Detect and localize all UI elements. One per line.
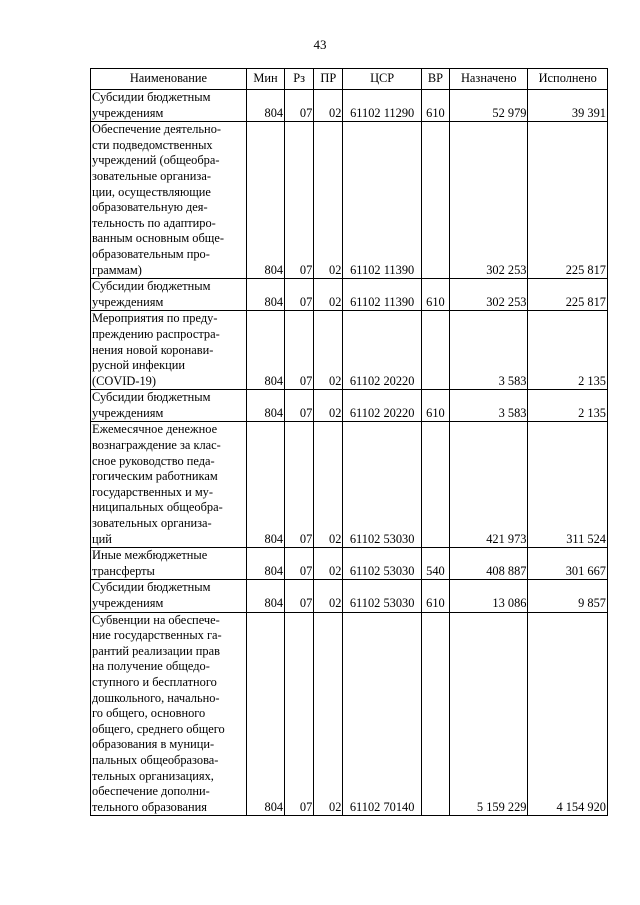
row-rz: 07 [285,122,314,279]
row-min: 804 [246,548,284,580]
row-vr: 610 [421,90,449,122]
header-vr: ВР [421,69,449,90]
row-name-line: учреждений (общеобра- [92,153,220,168]
header-csr: ЦСР [343,69,421,90]
row-name-line: учреждениям [92,405,164,420]
row-csr: 61102 53030 [343,548,421,580]
row-name [91,580,247,612]
row-min: 804 [246,422,284,548]
row-rz: 07 [285,279,314,311]
row-name-line: образовательным про- [92,246,210,261]
table-row [91,548,608,580]
row-name [91,390,247,422]
row-vr [421,612,449,816]
row-name-line: государственных и му- [92,484,213,499]
table-row [91,612,608,816]
row-pr: 02 [314,279,343,311]
row-assigned: 13 086 [450,580,528,612]
row-name-line: образовательную дея- [92,200,208,215]
row-vr [421,311,449,390]
row-name-line: учреждениям [92,596,164,610]
row-name-line: Субвенции на обеспече- [92,612,220,627]
row-name-line: трансферты [92,563,155,578]
header-rz: Рз [285,69,314,90]
row-assigned: 302 253 [450,122,528,279]
row-assigned: 5 159 229 [450,612,528,816]
row-name [91,122,247,279]
row-name-line: преждению распростра- [92,326,220,341]
header-assigned: Назначено [450,69,528,90]
row-assigned: 302 253 [450,279,528,311]
row-pr: 02 [314,612,343,816]
row-name-line: Иные межбюджетные [92,548,208,563]
row-name [91,548,247,580]
row-executed: 311 524 [528,422,608,548]
row-name [91,311,247,390]
row-name-line: ции, осуществляющие [92,184,211,199]
row-vr [421,422,449,548]
row-csr: 61102 70140 [343,612,421,816]
row-name-line: тельных организациях, [92,768,214,783]
row-csr: 61102 11390 [343,279,421,311]
row-pr: 02 [314,580,343,612]
row-name-line: пальных общеобразова- [92,752,219,767]
table-row [91,580,608,612]
row-name [91,422,247,548]
row-name-line: зовательных организа- [92,516,212,531]
row-name-line: ступного и бесплатного [92,674,217,689]
row-name-line: нения новой коронави- [92,342,214,357]
row-pr: 02 [314,311,343,390]
row-pr: 02 [314,122,343,279]
row-name-line: на получение общедо- [92,659,210,674]
row-executed: 4 154 920 [528,612,608,816]
row-assigned: 3 583 [450,311,528,390]
header-pr: ПР [314,69,343,90]
row-assigned: 3 583 [450,390,528,422]
row-name-line: рантий реализации прав [92,643,220,658]
row-vr: 610 [421,580,449,612]
row-min: 804 [246,90,284,122]
row-vr: 610 [421,390,449,422]
row-name-line: гогическим работникам [92,469,218,484]
table-row [91,122,608,279]
row-name-line: ванным основным обще- [92,231,224,246]
row-csr: 61102 11390 [343,122,421,279]
table-row [91,422,608,548]
row-name-line: русной инфекции [92,358,185,373]
row-rz: 07 [285,422,314,548]
row-pr: 02 [314,548,343,580]
row-name-line: сное руководство педа- [92,453,215,468]
row-csr: 61102 20220 [343,390,421,422]
table-row [91,90,608,122]
row-name-line: общего, среднего общего [92,721,225,736]
row-pr: 02 [314,90,343,122]
row-csr: 61102 20220 [343,311,421,390]
row-name-line: Субсидии бюджетным [92,90,211,104]
row-rz: 07 [285,90,314,122]
row-name-line: Субсидии бюджетным [92,390,211,405]
row-rz: 07 [285,612,314,816]
table-row [91,311,608,390]
row-executed: 9 857 [528,580,608,612]
header-name: Наименование [91,69,247,90]
budget-table [90,68,608,816]
row-name-line: (COVID-19) [92,373,157,388]
row-assigned: 408 887 [450,548,528,580]
row-rz: 07 [285,311,314,390]
row-name-line: Мероприятия по преду- [92,311,218,326]
row-name-line: Обеспечение деятельно- [92,122,222,137]
row-vr: 540 [421,548,449,580]
row-name [91,90,247,122]
row-name-line: ние государственных га- [92,628,222,643]
row-min: 804 [246,279,284,311]
header-executed: Исполнено [528,69,608,90]
row-vr: 610 [421,279,449,311]
row-min: 804 [246,122,284,279]
row-csr: 61102 53030 [343,580,421,612]
row-name [91,612,247,816]
row-pr: 02 [314,390,343,422]
row-name-line: сти подведомственных [92,137,213,152]
row-name-line: тельность по адаптиро- [92,215,216,230]
row-name-line: дошкольного, начально- [92,690,220,705]
table-header-row [91,69,608,90]
row-name-line: тельного образования [92,799,208,814]
row-vr [421,122,449,279]
row-pr: 02 [314,422,343,548]
row-executed: 301 667 [528,548,608,580]
row-name-line: образования в муници- [92,737,215,752]
row-min: 804 [246,580,284,612]
row-assigned: 421 973 [450,422,528,548]
row-executed: 39 391 [528,90,608,122]
row-rz: 07 [285,548,314,580]
row-rz: 07 [285,580,314,612]
row-assigned: 52 979 [450,90,528,122]
row-name [91,279,247,311]
row-executed: 2 135 [528,311,608,390]
row-name-line: ций [92,531,112,546]
row-csr: 61102 11290 [343,90,421,122]
row-name-line: граммам) [92,262,142,277]
row-name-line: Субсидии бюджетным [92,279,211,294]
page-number: 43 [313,37,327,52]
table-body [91,90,608,816]
row-csr: 61102 53030 [343,422,421,548]
row-name-line: обеспечение дополни- [92,784,210,799]
table-row [91,279,608,311]
row-name-line: Ежемесячное денежное [92,422,218,437]
row-name-line: Субсидии бюджетным [92,580,211,595]
row-name-line: учреждениям [92,105,164,120]
row-executed: 2 135 [528,390,608,422]
row-min: 804 [246,390,284,422]
row-rz: 07 [285,390,314,422]
table-row [91,390,608,422]
row-name-line: зовательные организа- [92,168,211,183]
row-min: 804 [246,612,284,816]
row-name-line: вознаграждение за клас- [92,438,221,453]
row-name-line: го общего, основного [92,706,206,721]
row-executed: 225 817 [528,279,608,311]
row-name-line: ниципальных общеобра- [92,500,223,515]
row-name-line: учреждениям [92,294,164,309]
row-min: 804 [246,311,284,390]
header-min: Мин [246,69,284,90]
row-executed: 225 817 [528,122,608,279]
